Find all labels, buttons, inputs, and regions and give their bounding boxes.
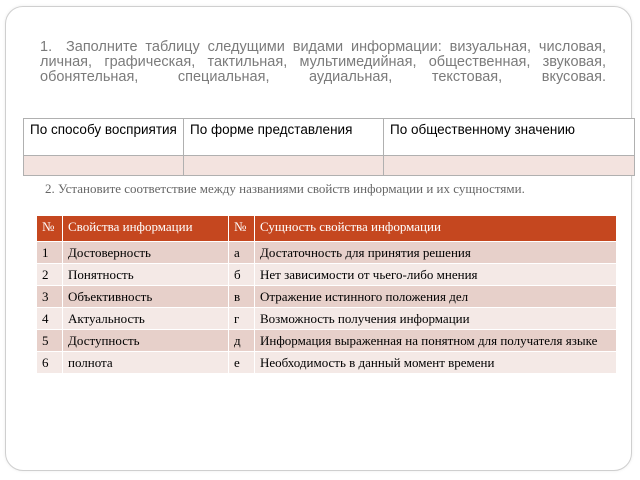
task-2-text: 2. Установите соответствие между названиями свойств информации и их сущностями. — [45, 181, 525, 196]
row-number: 4 — [37, 308, 63, 330]
task-1-number: 1. — [40, 39, 53, 55]
header-social: По общественному значению — [384, 119, 635, 156]
row-letter: е — [229, 352, 255, 374]
table-row — [37, 352, 617, 374]
table-row — [37, 264, 617, 286]
header-perception: По способу восприятия — [24, 119, 184, 156]
row-number: 2 — [37, 264, 63, 286]
row-letter: г — [229, 308, 255, 330]
row-property: Актуальность — [63, 308, 229, 330]
row-letter: а — [229, 242, 255, 264]
header-essence: Сущность свойства информации — [255, 216, 617, 242]
row-letter: д — [229, 330, 255, 352]
row-property: Объективность — [63, 286, 229, 308]
properties-table-header — [37, 216, 617, 242]
row-number: 3 — [37, 286, 63, 308]
table-row — [37, 242, 617, 264]
task-1 — [40, 40, 606, 85]
row-property: Понятность — [63, 264, 229, 286]
row-property: Достоверность — [63, 242, 229, 264]
empty-cell[interactable] — [184, 156, 384, 176]
row-essence: Возможность получения информации — [255, 308, 617, 330]
row-property: Доступность — [63, 330, 229, 352]
empty-cell[interactable] — [24, 156, 184, 176]
row-number: 1 — [37, 242, 63, 264]
row-number: 6 — [37, 352, 63, 374]
empty-cell[interactable] — [384, 156, 635, 176]
classification-table-empty-row — [24, 156, 635, 176]
row-essence: Необходимость в данный момент времени — [255, 352, 617, 374]
table-row — [37, 286, 617, 308]
row-essence: Достаточность для принятия решения — [255, 242, 617, 264]
row-letter: в — [229, 286, 255, 308]
row-property: полнота — [63, 352, 229, 374]
header-number: № — [37, 216, 63, 242]
task-1-text: Заполните таблицу следущими видами информации: визуальная, числовая, личная, графическая, тактильная, мультимедийная, общественная, звуковая, обонятельная, специальная, аудиальная, текстовая, вкусовая. — [40, 39, 606, 85]
table-row — [37, 308, 617, 330]
properties-table — [36, 215, 617, 374]
row-essence: Нет зависимости от чьего-либо мнения — [255, 264, 617, 286]
header-representation: По форме представления — [184, 119, 384, 156]
row-essence: Отражение истинного положения дел — [255, 286, 617, 308]
table-row — [37, 330, 617, 352]
classification-table-header — [24, 119, 635, 156]
row-essence: Информация выраженная на понятном для получателя языке — [255, 330, 617, 352]
row-number: 5 — [37, 330, 63, 352]
header-letter: № — [229, 216, 255, 242]
row-letter: б — [229, 264, 255, 286]
classification-table — [23, 118, 635, 176]
header-property: Свойства информации — [63, 216, 229, 242]
